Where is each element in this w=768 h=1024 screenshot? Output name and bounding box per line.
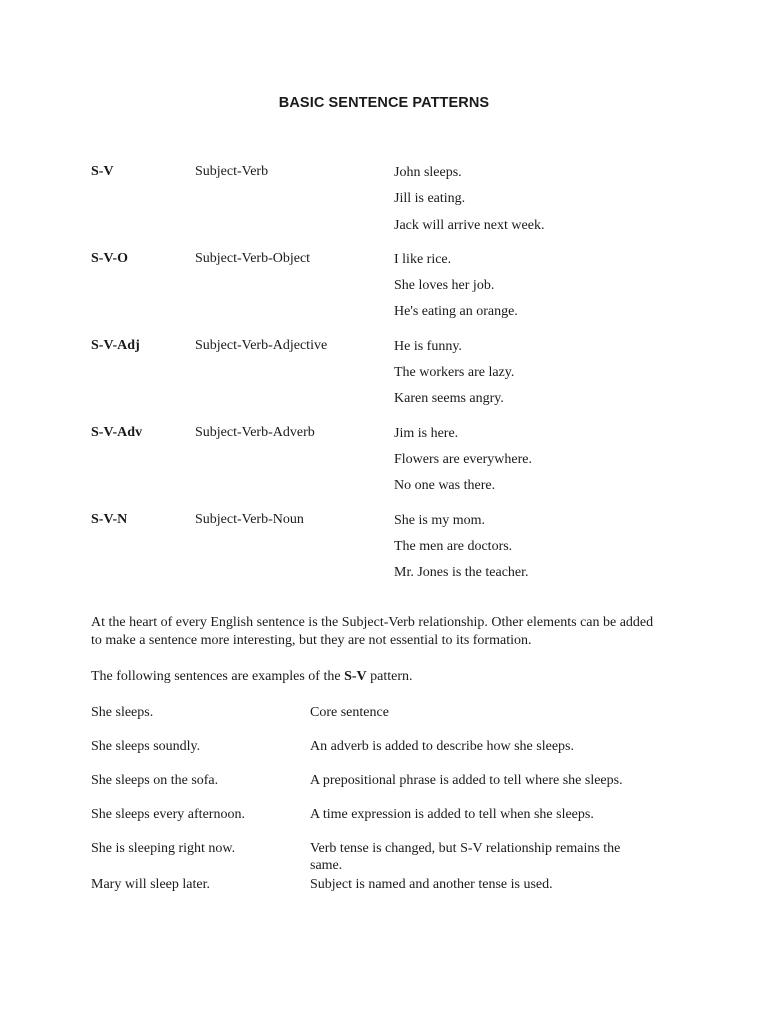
pattern-code: S-V-O	[91, 250, 129, 266]
example-row	[91, 806, 691, 823]
pattern-row	[91, 512, 691, 591]
pattern-code: S-V	[91, 164, 114, 179]
pattern-name: Subject-Verb-Noun	[195, 511, 304, 527]
pattern-paragraph-bold: S-V	[344, 669, 367, 684]
pattern-code: S-V-Adv	[91, 424, 143, 440]
intro-paragraph: At the heart of every English sentence is the Subject-Verb relationship. Other elements can be added to make a sentence more interesting, but they are not essential to its formation.	[91, 615, 654, 648]
example-row	[91, 704, 691, 721]
example-sentence: Mr. Jones is the teacher.	[394, 565, 529, 581]
pattern-paragraph-text-end: pattern.	[366, 669, 413, 684]
pattern-code: S-V-N	[91, 511, 128, 527]
pattern-examples	[394, 251, 691, 330]
pattern-name: Subject-Verb-Adjective	[195, 337, 328, 353]
pattern-examples	[394, 164, 691, 243]
example-sentence: She is my mom.	[394, 512, 486, 528]
pattern-name: Subject-Verb	[195, 164, 269, 179]
example-sentence: He is funny.	[394, 338, 462, 354]
example-row-description: Verb tense is changed, but S-V relationship remains the same.	[310, 841, 621, 873]
example-row-description: A time expression is added to tell when she sleeps.	[310, 807, 594, 822]
example-row-sentence: She sleeps every afternoon.	[91, 807, 245, 822]
example-row	[91, 738, 691, 755]
example-sentence: Karen seems angry.	[394, 391, 504, 407]
example-sentence: The workers are lazy.	[394, 365, 515, 381]
example-sentence: No one was there.	[394, 478, 496, 494]
page-title: BASIC SENTENCE PATTERNS	[278, 95, 490, 111]
example-row-sentence: Mary will sleep later.	[91, 877, 210, 892]
pattern-row	[91, 338, 691, 417]
example-sentence: The men are doctors.	[394, 538, 513, 554]
example-row-description: Core sentence	[310, 705, 389, 720]
example-row-sentence: She sleeps on the sofa.	[91, 773, 219, 788]
pattern-row	[91, 425, 691, 504]
example-sentence: She loves her job.	[394, 278, 495, 294]
pattern-code: S-V-Adj	[91, 337, 140, 353]
example-row	[91, 876, 691, 893]
example-row-sentence: She sleeps.	[91, 705, 154, 720]
example-table	[91, 704, 691, 893]
example-row	[91, 840, 691, 874]
pattern-examples	[394, 512, 691, 591]
example-row-description: A prepositional phrase is added to tell where she sleeps.	[310, 773, 623, 788]
example-sentence: Flowers are everywhere.	[394, 451, 532, 467]
example-sentence: John sleeps.	[394, 165, 462, 180]
pattern-examples	[394, 338, 691, 417]
example-row-sentence: She sleeps soundly.	[91, 739, 201, 754]
pattern-row	[91, 164, 691, 243]
pattern-paragraph	[91, 668, 661, 686]
pattern-paragraph-text: The following sentences are examples of the	[91, 669, 345, 684]
pattern-examples	[394, 425, 691, 504]
example-sentence: Jack will arrive next week.	[394, 217, 545, 233]
pattern-name: Subject-Verb-Adverb	[195, 424, 315, 440]
example-row-description: Subject is named and another tense is used.	[310, 877, 553, 892]
example-sentence: Jill is eating.	[394, 191, 466, 207]
pattern-name: Subject-Verb-Object	[195, 250, 311, 266]
example-sentence: I like rice.	[394, 251, 452, 267]
example-sentence: Jim is here.	[394, 425, 459, 441]
pattern-row	[91, 251, 691, 330]
example-sentence: He's eating an orange.	[394, 304, 518, 320]
pattern-table	[91, 164, 691, 590]
example-row	[91, 772, 691, 789]
example-row-description: An adverb is added to describe how she sleeps.	[310, 739, 574, 754]
example-row-sentence: She is sleeping right now.	[91, 841, 236, 856]
